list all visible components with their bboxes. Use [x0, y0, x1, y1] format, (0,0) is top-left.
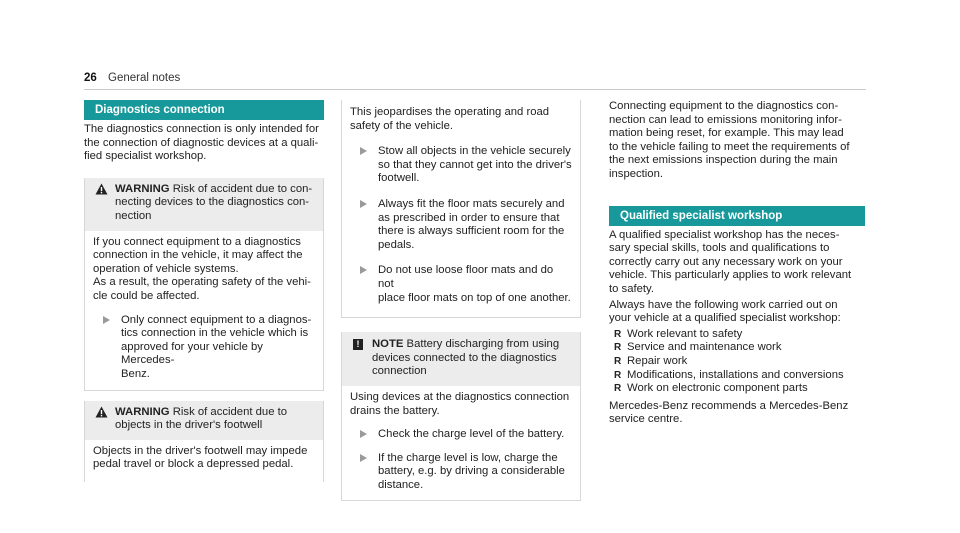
- step-arrow-icon: [360, 147, 367, 155]
- warning-triangle-icon: [95, 406, 108, 423]
- bullet-icon: R: [614, 355, 622, 367]
- warning-body: Objects in the driver's footwell may impede pedal travel or block a depressed pedal.: [93, 444, 308, 471]
- step-arrow-icon: [360, 266, 367, 274]
- warning-keyword: WARNING: [115, 405, 170, 418]
- list-item: R Work on electronic component parts: [614, 382, 808, 395]
- bullet-icon: R: [614, 383, 622, 395]
- heading-diagnostics-connection: Diagnostics connection: [84, 100, 324, 120]
- warning-box-footwell: [84, 401, 324, 482]
- note-body: Using devices at the diagnostics connection drains the battery. Check the charge level of the battery. If the charge level is low, charge the battery, e.g. by driving a considerable distance.: [342, 386, 580, 501]
- section-title: General notes: [108, 72, 181, 84]
- warning-box-connecting-devices: [84, 178, 324, 391]
- warning-header: WARNING Risk of accident due to con- necting devices to the diagnostics con- nection: [85, 178, 323, 231]
- workshop-paragraph: A qualified specialist workshop has the neces- sary special skills, tools and qualifications to correctly carry out any necessary work on your vehicle. This particularly applies to work relevant to safety.: [609, 228, 852, 295]
- step-arrow-icon: [360, 454, 367, 462]
- list-item: R Repair work: [614, 354, 688, 367]
- warning-body: If you connect equipment to a diagnostics connection in the vehicle, it may affect the operation of vehicle systems. As a result, the operating safety of the vehi- cle could be affected. Only connect equipment to a diagnos- tics connection in the vehicle which is approved for your vehicle by Mercedes- Benz.: [85, 231, 323, 390]
- exclamation-icon: !: [353, 339, 363, 350]
- bullet-icon: R: [614, 328, 622, 340]
- warning-header: WARNING Risk of accident due to objects in the driver's footwell: [85, 401, 323, 440]
- page-number: 26: [84, 72, 97, 84]
- note-box-battery: [341, 332, 581, 501]
- workshop-work-list: [609, 328, 865, 396]
- column-3: [609, 100, 865, 427]
- column-1: [84, 100, 324, 482]
- step-arrow-icon: [360, 200, 367, 208]
- step-arrow-icon: [103, 316, 110, 324]
- instruction-step: Do not use loose floor mats and do not place floor mats on top of one another.: [350, 264, 572, 305]
- list-item: R Service and maintenance work: [614, 341, 782, 354]
- bullet-icon: R: [614, 342, 622, 354]
- emissions-paragraph: Connecting equipment to the diagnostics con- nection can lead to emissions monitoring infor- mation being reset, for example. This may lead to the vehicle failing to meet the requirements of the next emissions inspection during the main inspection.: [609, 100, 850, 180]
- header-divider: [84, 89, 866, 90]
- page-header: [84, 72, 180, 86]
- warning-triangle-icon: [95, 183, 108, 200]
- list-item: R Work relevant to safety: [614, 327, 743, 340]
- workshop-list-intro: Always have the following work carried out on your vehicle at a qualified specialist workshop:: [609, 298, 841, 325]
- note-header: ! NOTE Battery discharging from using devices connected to the diagnostics connection: [342, 332, 580, 386]
- warning-keyword: WARNING: [115, 182, 170, 195]
- instruction-step: Check the charge level of the battery.: [350, 428, 572, 442]
- list-item: R Modifications, installations and conversions: [614, 368, 844, 381]
- bullet-icon: R: [614, 369, 622, 381]
- step-arrow-icon: [360, 430, 367, 438]
- instruction-step: Only connect equipment to a diagnos- tics connection in the vehicle which is approved for your vehicle by Mercedes- Benz.: [93, 314, 315, 382]
- instruction-step: Always fit the floor mats securely and as prescribed in order to ensure that there is always sufficient room for the pedals.: [350, 198, 572, 252]
- warning-continuation: This jeopardises the operating and road safety of the vehicle. Stow all objects in the vehicle securely so that they cannot get into the driver's footwell. Always fit the floor mats securely and as prescribed in order to ensure that there is always sufficient room for the pedals. Do not use loose floor mats and do not place floor mats on top of one another.: [341, 100, 581, 318]
- heading-qualified-workshop: Qualified specialist workshop: [609, 206, 865, 226]
- recommendation-paragraph: Mercedes-Benz recommends a Mercedes-Benz service centre.: [609, 399, 849, 426]
- column-2: [341, 100, 581, 501]
- note-keyword: NOTE: [372, 338, 404, 351]
- diagnostics-intro: The diagnostics connection is only intended for the connection of diagnostic devices at a quali- fied specialist workshop.: [84, 123, 319, 163]
- instruction-step: If the charge level is low, charge the battery, e.g. by driving a considerable distance.: [350, 452, 572, 493]
- instruction-step: Stow all objects in the vehicle securely so that they cannot get into the driver's footwell.: [350, 145, 572, 186]
